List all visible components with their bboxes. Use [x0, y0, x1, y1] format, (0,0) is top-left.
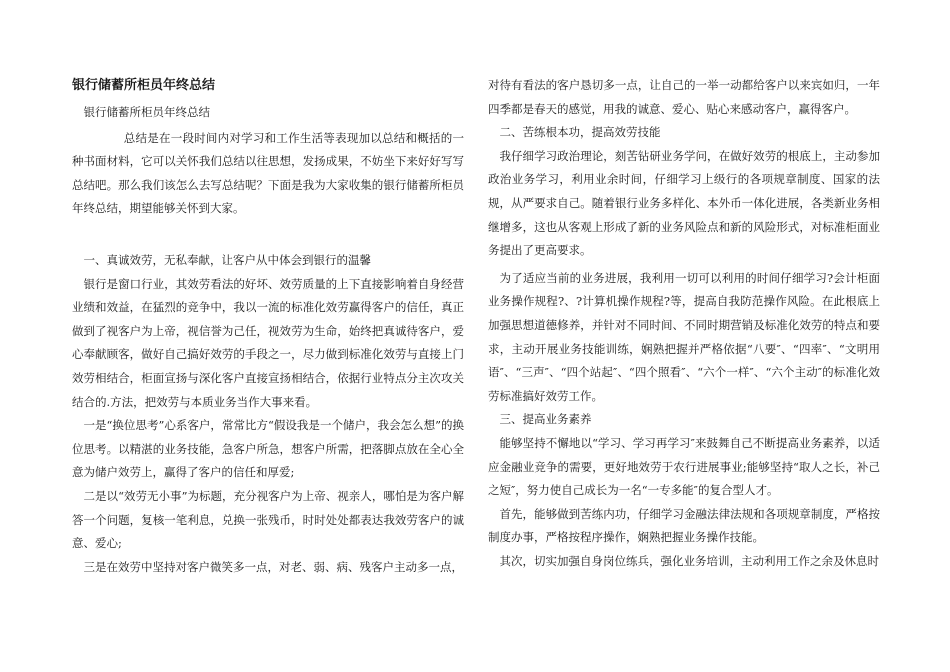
section-2-paragraph-1: 我仔细学习政治理论，刻苦钻研业务学问，在做好效劳的根底上，主动参加政治业务学习，利用业余时间，仔细学习上级行的各项规章制度、国家的法规，从严要求自己。随着银行业务多样化、本外币一体化进展，各类新业务相继增多，这也从客观上形成了新的业务风险点和新的风险形式，对标准柜面业务提出了更高要求。 [488, 148, 880, 258]
section-1-paragraph-4-end: 对待有看法的客户恳切多一点，让自己的一举一动都给客户以来宾如归，一年四季都是春天的感觉，用我的诚意、爱心、贴心来感动客户，赢得客户。 [488, 78, 880, 116]
document-title: 银行储蓄所柜员年终总结 [72, 78, 216, 93]
section-1-paragraph-1: 银行是窗口行业，其效劳看法的好坏、效劳质量的上下直接影响着自身经营业绩和效益，在猛烈的竞争中，我以一流的标准化效劳赢得客户的信任，真正做到了视客户为上帝，视信誉为己任，视效劳为生命，始终把真诚待客户，爱心奉献顾客，做好自己搞好效劳的手段之一，尽力做到标准化效劳与直接上门效劳相结合，柜面宣扬与深化客户直接宣扬相结合，依据行业特点分主次攻关结合的.方法，把效劳与本质业务当作大事来看。 [72, 276, 464, 409]
left-column [72, 74, 464, 579]
section-1-paragraph-2: 一是“换位思考”心系客户，常常比方“假设我是一个储户，我会怎么想”的换位思考。以精湛的业务技能，急客户所急，想客户所需，把落脚点放在全心全意为储户效劳上，赢得了客户的信任和厚爱; [72, 418, 464, 480]
section-1-paragraph-4-start: 三是在效劳中坚持对客户微笑多一点，对老、弱、病、残客户主动多一点， [83, 559, 463, 574]
section-2-paragraph-2: 为了适应当前的业务进展，我利用一切可以利用的时间仔细学习?会计柜面业务操作规程?、?计算机操作规程?等，提高自我防范操作风险。在此根底上加强思想道德修养，并针对不同时间、不同时期营销及标准化效劳的特点和要求，主动开展业务技能训练，娴熟把握并严格依据“八要″、“四率″、“文明用语″、“三声″、“四个站起″、“四个照看″、“六个一样″、“六个主动″的标准化效劳标准搞好效劳工作。 [488, 270, 880, 403]
section-1-heading: 一、真诚效劳，无私奉献，让客户从中体会到银行的温馨 [83, 252, 371, 267]
section-1-paragraph-3: 二是以“效劳无小事”为标题，充分视客户为上帝、视亲人，哪怕是为客户解答一个问题，复核一笔利息，兑换一张残币，时时处处都表达我效劳客户的诚意、爱心; [72, 488, 464, 551]
right-column [488, 74, 880, 573]
section-3-paragraph-2: 首先，能够做到苦练内功，仔细学习金融法律法规和各项规章制度，严格按制度办事，严格按程序操作，娴熟把握业务操作技能。 [488, 506, 880, 545]
blank-line [72, 221, 464, 245]
intro-paragraph: 总结是在一段时间内对学习和工作生活等表现加以总结和概括的一种书面材料，它可以关怀我们总结以往思想，发扬成果，不妨坐下来好好写写总结吧。那么我们该怎么去写总结呢？下面是我为大家收集的银行储蓄所柜员年终总结，期望能够关怀到大家。 [72, 130, 464, 216]
section-3-paragraph-1: 能够坚持不懈地以“学习、学习再学习″来鼓舞自己不断提高业务素养，以适应金融业竞争的需要，更好地效劳于农行进展事业;能够坚持“取人之长，补己之短″，努力使自己成长为一名“一专多能″的复合型人才。 [488, 435, 880, 498]
section-3-heading: 三、提高业务素养 [499, 412, 592, 427]
section-3-paragraph-3: 其次，切实加强自身岗位练兵，强化业务培训，主动利用工作之余及休息时 [499, 553, 879, 568]
document-subtitle: 银行储蓄所柜员年终总结 [83, 105, 210, 119]
section-2-heading: 二、苦练根本功，提高效劳技能 [499, 125, 661, 140]
